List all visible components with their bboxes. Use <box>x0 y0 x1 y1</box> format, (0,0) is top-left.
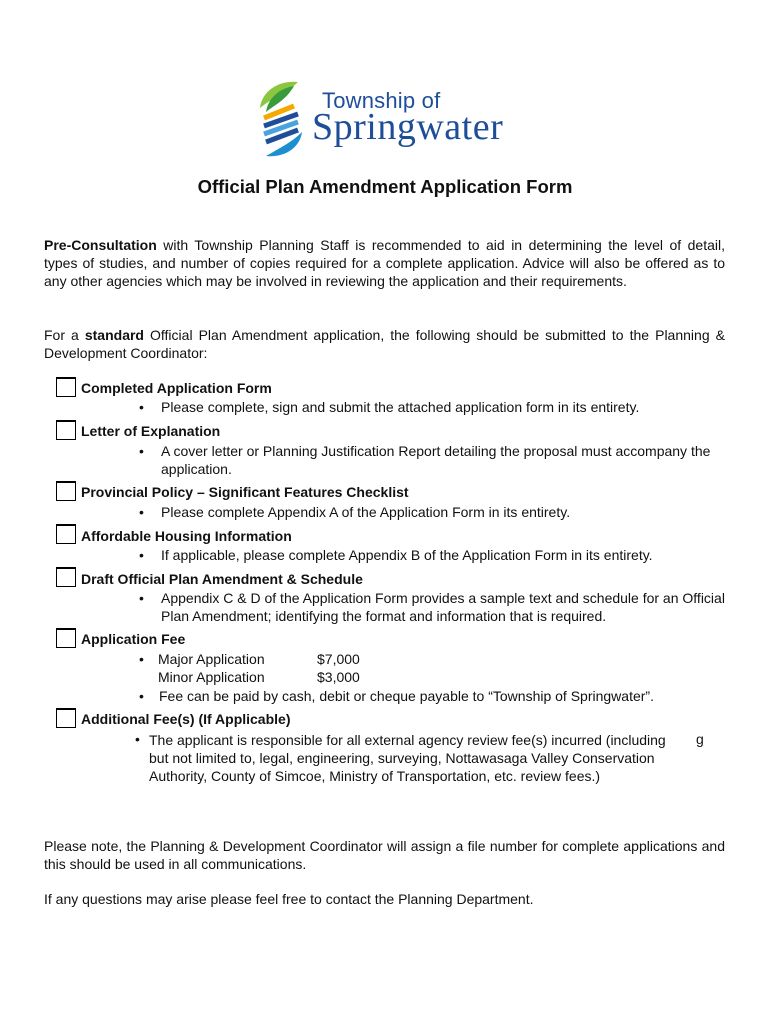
bullet-icon: • <box>139 590 144 606</box>
item-bullet-additional-fees: The applicant is responsible for all external agency review fee(s) incurred (including but not limited to, legal, engineering, surveying, Nottawasaga Valley Conservation Authority, County of Simcoe, Ministry of Transportation, etc. review fees.) <box>149 732 666 784</box>
checkbox-additional-fees[interactable] <box>56 708 76 728</box>
checkbox-letter-of-explanation[interactable] <box>56 420 76 440</box>
checkbox-affordable-housing[interactable] <box>56 524 76 544</box>
fee-label-minor: Minor Application <box>158 669 265 685</box>
checkbox-application-form[interactable] <box>56 377 76 397</box>
contact-note: If any questions may arise please feel free to contact the Planning Department. <box>44 891 534 907</box>
bullet-icon: • <box>139 443 144 459</box>
stray-character: g <box>696 731 704 747</box>
item-bullet-application-fee: Fee can be paid by cash, debit or cheque payable to “Township of Springwater”. <box>159 688 654 704</box>
bullet-icon: • <box>139 651 144 667</box>
pre-consultation-label: Pre-Consultation <box>44 237 157 253</box>
item-title-application-form: Completed Application Form <box>81 380 272 396</box>
township-logo <box>254 78 524 160</box>
page-title: Official Plan Amendment Application Form <box>197 176 573 197</box>
bullet-icon: • <box>139 547 144 563</box>
bullet-icon: • <box>139 504 144 520</box>
pre-consultation-paragraph <box>44 236 725 290</box>
item-title-letter-of-explanation: Letter of Explanation <box>81 423 221 439</box>
item-title-provincial-policy: Provincial Policy – Significant Features Checklist <box>81 484 409 500</box>
standard-paragraph <box>44 326 725 362</box>
springwater-emblem-icon <box>254 78 314 160</box>
item-bullet-application-form: Please complete, sign and submit the attached application form in its entirety. <box>161 399 640 415</box>
checkbox-draft-opa[interactable] <box>56 567 76 587</box>
standard-prefix: For a <box>44 327 85 343</box>
pre-consultation-text: with Township Planning Staff is recommended to aid in determining the level of detail, types of studies, and number of copies required for a complete application. Advice will also be offered as to any other agencies which may be involved in reviewing the application and their requirements. <box>44 237 725 289</box>
logo-township-text: Township of <box>322 88 441 113</box>
fee-amount-major: $7,000 <box>317 651 360 667</box>
item-bullet-affordable-housing: If applicable, please complete Appendix B of the Application Form in its entirety. <box>161 547 653 563</box>
item-title-additional-fees: Additional Fee(s) (If Applicable) <box>81 711 291 727</box>
item-title-application-fee: Application Fee <box>81 631 186 647</box>
item-title-affordable-housing: Affordable Housing Information <box>81 528 292 544</box>
fee-label-major: Major Application <box>158 651 265 667</box>
item-title-draft-opa: Draft Official Plan Amendment & Schedule <box>81 571 363 587</box>
bullet-icon: • <box>139 399 144 415</box>
checkbox-provincial-policy[interactable] <box>56 481 76 501</box>
standard-text: Official Plan Amendment application, the following should be submitted to the Planning & Development Coordinator: <box>44 327 725 361</box>
item-bullet-draft-opa: Appendix C & D of the Application Form provides a sample text and schedule for an Official Plan Amendment; identifying the format and information that is required. <box>161 590 725 624</box>
item-bullet-letter-of-explanation: A cover letter or Planning Justification Report detailing the proposal must accompany the application. <box>161 443 711 477</box>
checkbox-application-fee[interactable] <box>56 628 76 648</box>
file-number-note: Please note, the Planning & Development Coordinator will assign a file number for complete applications and this should be used in all communications. <box>44 838 725 872</box>
item-bullet-provincial-policy: Please complete Appendix A of the Application Form in its entirety. <box>161 504 571 520</box>
bullet-icon: • <box>139 688 144 704</box>
fee-amount-minor: $3,000 <box>317 669 360 685</box>
logo-springwater-text: Springwater <box>312 106 504 148</box>
standard-label: standard <box>84 327 144 343</box>
bullet-icon: • <box>135 731 140 747</box>
